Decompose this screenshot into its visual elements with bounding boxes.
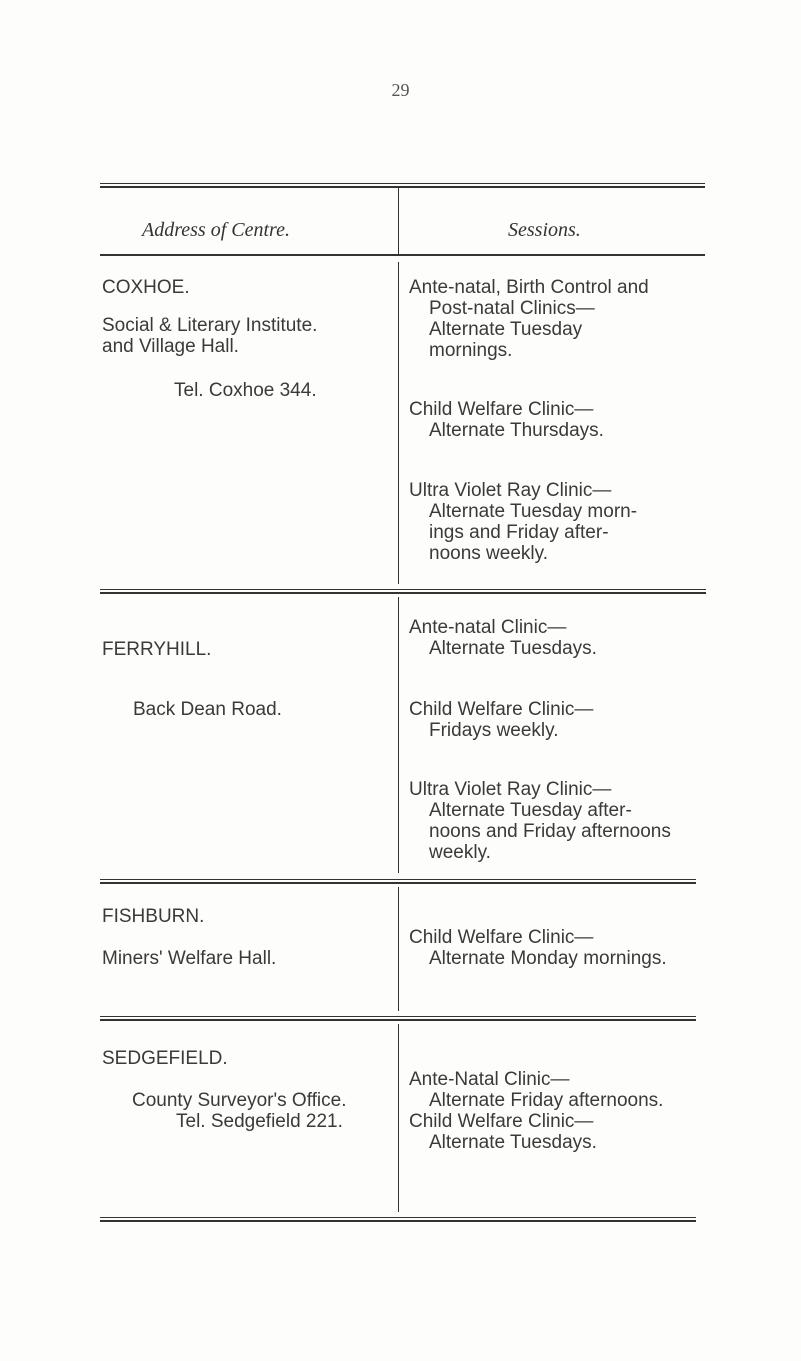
session-text: Alternate Tuesdays. xyxy=(429,1132,597,1153)
page-number: 29 xyxy=(391,80,410,100)
column-separator xyxy=(398,597,399,873)
table-top-rule xyxy=(100,183,705,188)
session-text: Alternate Tuesday xyxy=(429,319,583,340)
session-text: noons weekly. xyxy=(429,543,548,564)
session-text: Ante-natal Clinic— xyxy=(409,617,567,638)
session-text: Ante-natal, Birth Control and xyxy=(409,277,649,298)
column-separator xyxy=(398,262,399,584)
address-column-header: Address of Centre. xyxy=(142,219,290,241)
centre-name: FERRYHILL. xyxy=(102,639,212,660)
session-text: Child Welfare Clinic— xyxy=(409,927,594,948)
session-text: Fridays weekly. xyxy=(429,720,559,741)
centre-address: Back Dean Road. xyxy=(133,699,282,720)
centre-name: SEDGEFIELD. xyxy=(102,1048,228,1069)
session-text: Alternate Monday mornings. xyxy=(429,948,667,969)
session-text: Alternate Thursdays. xyxy=(429,420,604,441)
session-text: noons and Friday afternoons xyxy=(429,821,671,842)
session-text: Alternate Tuesdays. xyxy=(429,638,597,659)
session-text: Child Welfare Clinic— xyxy=(409,699,594,720)
column-separator xyxy=(398,186,399,254)
column-separator xyxy=(398,887,399,1011)
session-text: ings and Friday after- xyxy=(429,522,609,543)
centre-name: FISHBURN. xyxy=(102,906,205,927)
centre-telephone: Tel. Sedgefield 221. xyxy=(176,1111,343,1132)
session-text: weekly. xyxy=(429,842,491,863)
centre-address: Miners' Welfare Hall. xyxy=(102,948,277,969)
centre-address: and Village Hall. xyxy=(102,336,239,357)
sessions-column-header: Sessions. xyxy=(508,219,581,241)
row-divider xyxy=(100,589,706,594)
session-text: Ante-Natal Clinic— xyxy=(409,1069,570,1090)
session-text: Child Welfare Clinic— xyxy=(409,399,594,420)
centre-name: COXHOE. xyxy=(102,277,190,298)
column-separator xyxy=(398,1024,399,1212)
session-text: Alternate Tuesday morn- xyxy=(429,501,638,522)
table-bottom-rule xyxy=(100,1217,696,1222)
session-text: Alternate Tuesday after- xyxy=(429,800,632,821)
centre-address: Social & Literary Institute. xyxy=(102,315,318,336)
row-divider xyxy=(100,879,696,884)
session-text: Ultra Violet Ray Clinic— xyxy=(409,480,612,501)
centre-address: County Surveyor's Office. xyxy=(132,1090,347,1111)
session-text: Ultra Violet Ray Clinic— xyxy=(409,779,612,800)
row-divider xyxy=(100,1016,696,1021)
session-text: Child Welfare Clinic— xyxy=(409,1111,594,1132)
centre-telephone: Tel. Coxhoe 344. xyxy=(174,380,317,401)
session-text: Post-natal Clinics— xyxy=(429,298,595,319)
session-text: mornings. xyxy=(429,340,513,361)
header-bottom-rule xyxy=(100,254,705,256)
session-text: Alternate Friday afternoons. xyxy=(429,1090,664,1111)
